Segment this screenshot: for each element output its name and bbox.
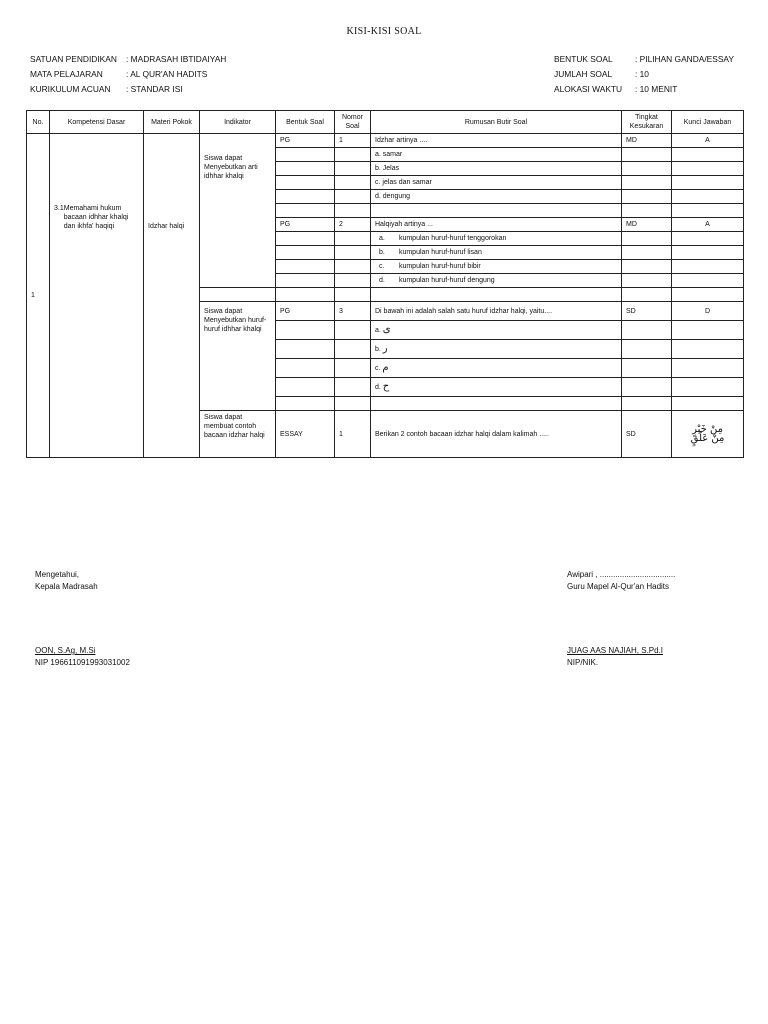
option-letter: c. <box>375 365 381 372</box>
meta-label: JUMLAH SOAL <box>554 69 613 79</box>
cell-tingkat: MD <box>622 134 672 148</box>
indikator-text: Siswa dapat Menyebutkan huruf-huruf idhhar khalqi <box>204 308 267 333</box>
header-kompetensi: Kompetensi Dasar <box>50 111 144 134</box>
option-arabic: م <box>382 362 389 373</box>
table-header-row <box>27 111 744 134</box>
meta-label: SATUAN PENDIDIKAN <box>30 54 117 64</box>
meta-left <box>30 52 226 97</box>
cell-soal: Di bawah ini adalah salah satu huruf idzhar halqi, yaitu.... <box>371 302 622 321</box>
option-cell <box>371 378 622 397</box>
meta-kurikulum <box>30 82 226 97</box>
header-indikator: Indikator <box>200 111 276 134</box>
option-text: kumpulan huruf-huruf lisan <box>398 249 482 256</box>
cell-bentuk: PG <box>276 134 335 148</box>
option-text: kumpulan huruf-huruf bibir <box>398 263 481 270</box>
materi-text: Idzhar halqi <box>148 223 185 230</box>
option-text: d. dengung <box>371 190 622 204</box>
header-no: No. <box>27 111 50 134</box>
cell-no: 1 <box>27 134 50 458</box>
meta-mapel <box>30 67 226 82</box>
signatory-nip: NIP/NIK. <box>567 658 599 667</box>
cell-kunci-essay <box>672 411 744 458</box>
signatory-block <box>567 645 663 669</box>
signatory-name: JUAG AAS NAJIAH, S.Pd.I <box>567 646 664 655</box>
cell-bentuk: ESSAY <box>276 411 335 458</box>
option-letter: a. <box>379 235 385 242</box>
option-cell <box>371 340 622 359</box>
cell-indikator-2 <box>200 302 276 411</box>
option-cell <box>371 246 622 260</box>
meta-label: MATA PELAJARAN <box>30 69 103 79</box>
option-letter: c. <box>379 263 385 270</box>
kd-number: 3.1 <box>54 205 64 212</box>
option-cell <box>371 274 622 288</box>
signature-right <box>567 569 676 667</box>
header-kunci: Kunci Jawaban <box>672 111 744 134</box>
option-cell <box>371 260 622 274</box>
signatory-block <box>35 645 130 669</box>
sign-line-1: Awipari , .................................. <box>567 570 676 579</box>
option-cell <box>371 321 622 340</box>
cell-tingkat: MD <box>622 218 672 232</box>
cell-soal: Halqiyah artinya ... <box>371 218 622 232</box>
sign-line-2: Guru Mapel Al-Qur'an Hadits <box>567 582 670 591</box>
cell-nomor: 1 <box>335 411 371 458</box>
option-letter: b. <box>379 249 385 256</box>
option-cell <box>371 232 622 246</box>
meta-bentuk <box>554 52 734 67</box>
cell-tingkat: SD <box>622 411 672 458</box>
meta-value: : 10 MENIT <box>635 84 678 94</box>
kisi-kisi-table <box>26 110 744 458</box>
kd-block <box>54 204 139 231</box>
indikator-text: Siswa dapat membuat contoh bacaan idzhar halqi <box>204 414 265 439</box>
meta-label: ALOKASI WAKTU <box>554 84 623 94</box>
cell-bentuk: PG <box>276 218 335 232</box>
option-text: kumpulan huruf-huruf dengung <box>398 277 495 284</box>
cell-kompetensi <box>50 134 144 458</box>
meta-value: : AL QUR'AN HADITS <box>126 69 208 79</box>
meta-jumlah <box>554 67 734 82</box>
kunci-arabic-1: مِنْ خَيْرٍ <box>692 424 723 435</box>
option-letter: b. <box>375 346 381 353</box>
meta-label: BENTUK SOAL <box>554 54 613 64</box>
header-materi: Materi Pokok <box>144 111 200 134</box>
option-arabic: ر <box>382 343 388 354</box>
sign-line-2: Kepala Madrasah <box>35 582 98 591</box>
meta-right <box>554 52 734 97</box>
option-text: c. jelas dan samar <box>371 176 622 190</box>
cell-tingkat: SD <box>622 302 672 321</box>
option-text: b. Jelas <box>371 162 622 176</box>
option-letter: d. <box>379 277 385 284</box>
option-cell <box>371 359 622 378</box>
option-text: kumpulan huruf-huruf tenggorokan <box>398 235 507 242</box>
cell-nomor: 2 <box>335 218 371 232</box>
cell-nomor: 1 <box>335 134 371 148</box>
option-letter: a. <box>375 327 381 334</box>
option-arabic: ى <box>382 324 391 335</box>
table-row <box>27 134 744 148</box>
cell-kunci: D <box>672 302 744 321</box>
header-rumusan: Rumusan Butir Soal <box>371 111 622 134</box>
meta-satuan <box>30 52 226 67</box>
meta-label: KURIKULUM ACUAN <box>30 84 111 94</box>
header-nomor: Nomor Soal <box>335 111 371 134</box>
signatory-nip: NIP 196611091993031002 <box>35 658 130 667</box>
meta-value: : PILIHAN GANDA/ESSAY <box>635 54 734 64</box>
option-arabic: ح <box>382 381 390 392</box>
meta-value: : MADRASAH IBTIDAIYAH <box>126 54 227 64</box>
cell-kunci: A <box>672 218 744 232</box>
option-text: a. samar <box>371 148 622 162</box>
cell-materi <box>144 134 200 458</box>
option-letter: d. <box>375 384 381 391</box>
kunci-arabic-2: مِنْ عَلَقٍ <box>690 433 725 444</box>
cell-kunci: A <box>672 134 744 148</box>
sign-line-1: Mengetahui, <box>35 570 80 579</box>
header-tingkat: Tingkat Kesukaran <box>622 111 672 134</box>
signature-left <box>35 569 130 667</box>
header-bentuk: Bentuk Soal <box>276 111 335 134</box>
cell-indikator-1 <box>200 134 276 288</box>
cell-nomor: 3 <box>335 302 371 321</box>
cell-soal: Berikan 2 contoh bacaan idzhar halqi dalam kalimah ..... <box>371 411 622 458</box>
meta-alokasi <box>554 82 734 97</box>
cell-bentuk: PG <box>276 302 335 321</box>
cell-indikator-3 <box>200 411 276 458</box>
document-title: KISI-KISI SOAL <box>346 26 422 37</box>
kd-text: Memahami hukum bacaan idhhar khalqi dan ikhfa' haqiqi <box>63 205 129 230</box>
signatory-name: OON, S.Ag, M.Si <box>35 646 96 655</box>
meta-value: : STANDAR ISI <box>126 84 183 94</box>
indikator-text: Siswa dapat Menyebutkan arti idhhar khalqi <box>204 155 258 180</box>
meta-value: : 10 <box>635 69 649 79</box>
cell-soal: Idzhar artinya .... <box>371 134 622 148</box>
